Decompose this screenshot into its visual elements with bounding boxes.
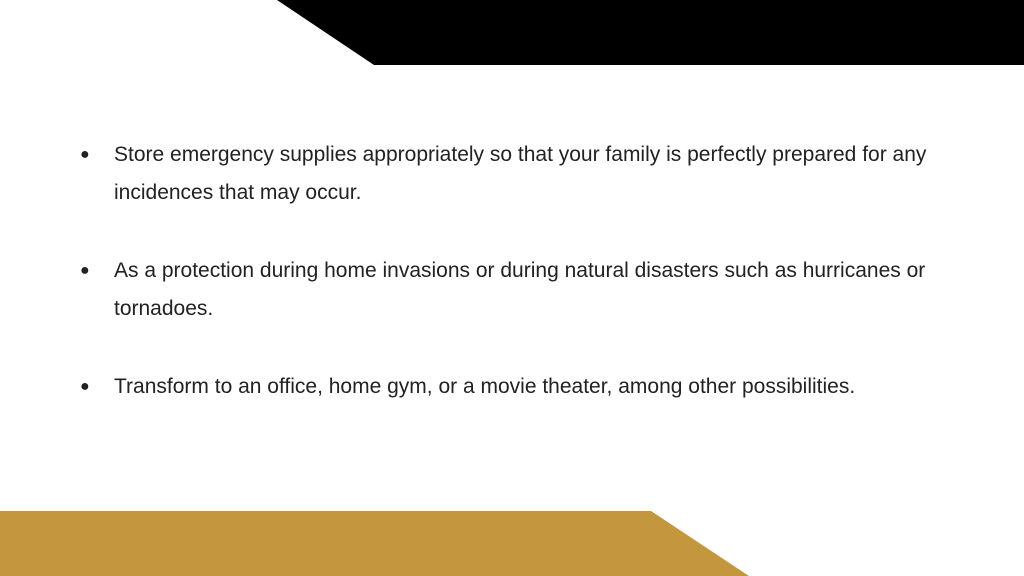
bullet-text: Transform to an office, home gym, or a movie theater, among other possibilities. xyxy=(114,375,856,398)
top-decorative-band xyxy=(0,0,1024,66)
bullet-dot-icon: ● xyxy=(80,378,90,395)
top-black-shape xyxy=(277,0,1024,65)
bullet-list xyxy=(78,136,938,446)
bullet-text: Store emergency supplies appropriately so that your family is perfectly prepared for any incidences that may occur. xyxy=(114,143,927,204)
bullet-item-supplies xyxy=(78,136,938,212)
bottom-decorative-band xyxy=(0,510,1024,576)
bottom-gold-shape xyxy=(0,511,749,576)
bullet-item-transform xyxy=(78,368,938,406)
bullet-item-protection xyxy=(78,252,938,328)
bullet-dot-icon: ● xyxy=(80,262,90,279)
bullet-text: As a protection during home invasions or during natural disasters such as hurricanes or tornadoes. xyxy=(114,259,926,320)
bullet-dot-icon: ● xyxy=(80,146,90,163)
